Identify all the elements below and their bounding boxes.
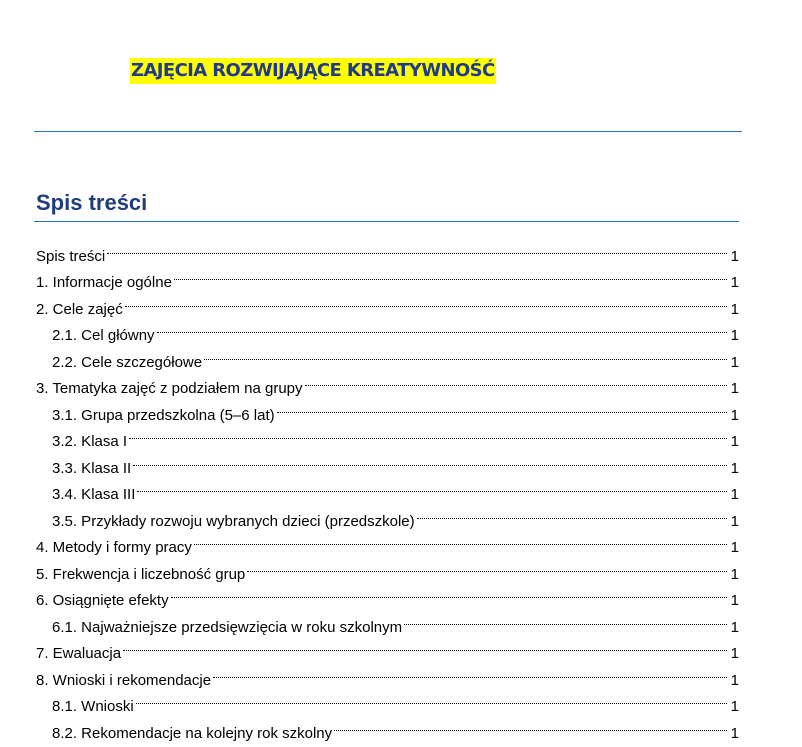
toc-dot-leader	[247, 552, 727, 579]
toc-dot-leader	[305, 367, 727, 394]
toc-page-number: 1	[729, 350, 739, 377]
toc-page-number: 1	[729, 297, 739, 324]
toc-page-number: 1	[729, 615, 739, 642]
toc-entry[interactable]	[36, 287, 739, 314]
toc-page-number: 1	[729, 562, 739, 589]
toc-page-number: 1	[729, 588, 739, 615]
toc-page-number: 1	[729, 482, 739, 509]
toc-dot-leader	[404, 605, 727, 632]
toc-dot-leader	[204, 340, 727, 367]
toc-page-number: 1	[729, 270, 739, 297]
toc-dot-leader	[137, 473, 727, 500]
toc-entry[interactable]	[36, 711, 739, 738]
toc-dot-leader	[417, 499, 727, 526]
toc-entry-label: 8.1. Wnioski	[52, 694, 134, 721]
toc-entry-label: 5. Frekwencja i liczebność grup	[36, 562, 245, 589]
toc-dot-leader	[171, 579, 727, 606]
toc-heading-underline	[34, 221, 739, 222]
toc-dot-leader	[136, 685, 727, 712]
toc-dot-leader	[157, 314, 727, 341]
toc-entry-label: 3.2. Klasa I	[52, 429, 127, 456]
toc-dot-leader	[194, 526, 727, 553]
toc-entry[interactable]	[36, 499, 739, 526]
table-of-contents	[36, 234, 739, 738]
document-title: ZAJĘCIA ROZWIJAJĄCE KREATYWNOŚĆ	[130, 58, 496, 84]
toc-entry-label: 6.1. Najważniejsze przedsięwzięcia w roku szkolnym	[52, 615, 402, 642]
toc-entry[interactable]	[36, 420, 739, 447]
header-divider	[34, 131, 742, 132]
toc-entry[interactable]	[36, 685, 739, 712]
toc-page-number: 1	[729, 323, 739, 350]
toc-dot-leader	[107, 234, 727, 261]
toc-page-number: 1	[729, 244, 739, 271]
toc-page-number: 1	[729, 641, 739, 668]
toc-entry[interactable]	[36, 446, 739, 473]
toc-dot-leader	[133, 446, 727, 473]
toc-dot-leader	[213, 658, 727, 685]
toc-entry[interactable]	[36, 632, 739, 659]
toc-entry[interactable]	[36, 234, 739, 261]
toc-page-number: 1	[729, 429, 739, 456]
toc-dot-leader	[277, 393, 727, 420]
toc-dot-leader	[174, 261, 727, 288]
toc-dot-leader	[129, 420, 727, 447]
toc-entry-label: 8. Wnioski i rekomendacje	[36, 668, 211, 695]
toc-page-number: 1	[729, 721, 739, 747]
toc-entry-label: 8.2. Rekomendacje na kolejny rok szkolny	[52, 721, 332, 747]
toc-page-number: 1	[729, 535, 739, 562]
toc-page-number: 1	[729, 694, 739, 721]
toc-entry-label: 3.5. Przykłady rozwoju wybranych dzieci (przedszkole)	[52, 509, 415, 536]
toc-entry-label: 2. Cele zajęć	[36, 297, 123, 324]
toc-entry-label: 3.1. Grupa przedszkolna (5–6 lat)	[52, 403, 275, 430]
toc-entry-label: 6. Osiągnięte efekty	[36, 588, 169, 615]
toc-entry[interactable]	[36, 658, 739, 685]
toc-entry-label: 2.2. Cele szczegółowe	[52, 350, 202, 377]
toc-entry-label: 7. Ewaluacja	[36, 641, 121, 668]
toc-entry[interactable]	[36, 314, 739, 341]
toc-entry-label: 2.1. Cel główny	[52, 323, 155, 350]
toc-entry-label: 4. Metody i formy pracy	[36, 535, 192, 562]
toc-entry[interactable]	[36, 261, 739, 288]
toc-entry-label: 3.3. Klasa II	[52, 456, 131, 483]
toc-dot-leader	[123, 632, 727, 659]
toc-dot-leader	[334, 711, 727, 738]
toc-entry-label: 3.4. Klasa III	[52, 482, 135, 509]
toc-heading: Spis treści	[36, 190, 147, 216]
toc-entry-label: 3. Tematyka zajęć z podziałem na grupy	[36, 376, 303, 403]
toc-dot-leader	[125, 287, 727, 314]
toc-page-number: 1	[729, 376, 739, 403]
toc-page-number: 1	[729, 456, 739, 483]
toc-page-number: 1	[729, 668, 739, 695]
toc-entry[interactable]	[36, 473, 739, 500]
toc-page-number: 1	[729, 403, 739, 430]
toc-entry-label: 1. Informacje ogólne	[36, 270, 172, 297]
toc-page-number: 1	[729, 509, 739, 536]
toc-entry-label: Spis treści	[36, 244, 105, 271]
